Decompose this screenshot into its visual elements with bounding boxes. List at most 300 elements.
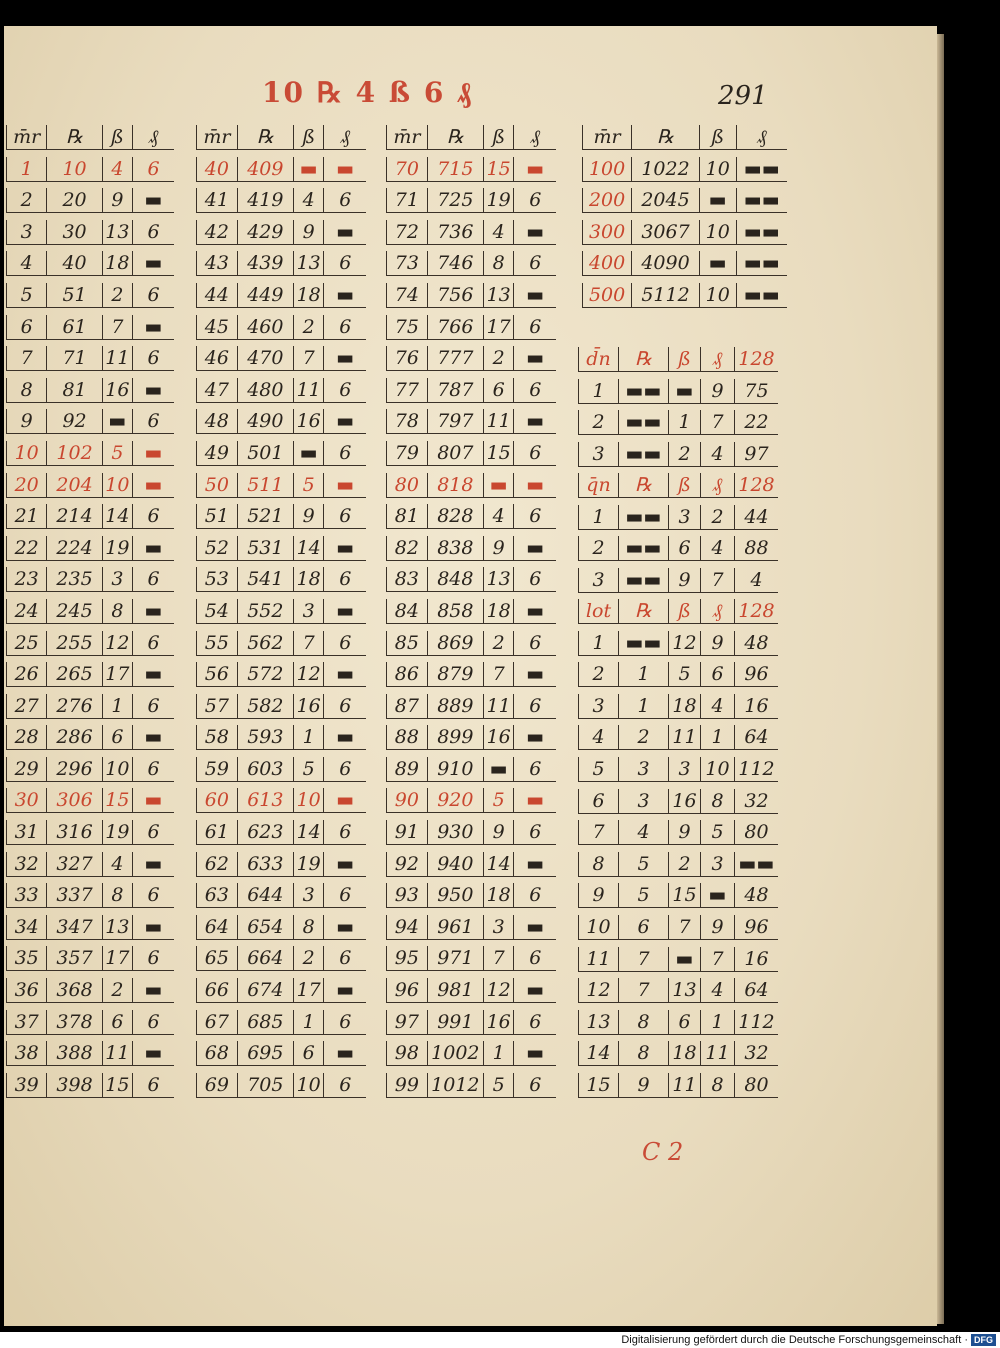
table-cell: 10 bbox=[293, 1073, 324, 1097]
column-header: m̄r bbox=[196, 125, 237, 149]
table-cell: ▬▬ bbox=[736, 157, 787, 181]
table-row bbox=[6, 245, 174, 277]
table-cell: 63 bbox=[196, 883, 237, 907]
book-page bbox=[4, 26, 937, 1326]
table-cell: 16 bbox=[483, 1010, 514, 1034]
table-cell: 55 bbox=[196, 631, 237, 655]
table-cell: 18 bbox=[293, 283, 324, 307]
table-cell: 10 bbox=[700, 757, 734, 781]
table-cell: 1 bbox=[483, 1041, 514, 1065]
table-cell: 6 bbox=[132, 346, 174, 370]
table-cell: 6 bbox=[323, 757, 366, 781]
table-cell: 13 bbox=[668, 978, 700, 1002]
table-cell: 76 bbox=[386, 346, 427, 370]
table-cell: 10 bbox=[6, 441, 46, 465]
table-cell: 6 bbox=[323, 820, 366, 844]
table-cell: 80 bbox=[734, 1073, 778, 1097]
table-cell: 204 bbox=[46, 473, 101, 497]
signature-mark: C 2 bbox=[642, 1138, 684, 1166]
table-cell: 58 bbox=[196, 725, 237, 749]
table-row bbox=[196, 845, 366, 877]
table-cell: 80 bbox=[734, 820, 778, 844]
table-row bbox=[386, 434, 556, 466]
table-row bbox=[6, 656, 174, 688]
table-cell: 623 bbox=[237, 820, 293, 844]
table-cell: ▬ bbox=[668, 379, 700, 403]
table-cell: 1012 bbox=[427, 1073, 483, 1097]
table-cell: 3 bbox=[102, 567, 132, 591]
table-cell: 17 bbox=[102, 946, 132, 970]
table-cell: ▬ bbox=[699, 251, 736, 275]
table-cell: 71 bbox=[46, 346, 101, 370]
table-cell: 64 bbox=[196, 915, 237, 939]
table-cell: 36 bbox=[6, 978, 46, 1002]
table-header-row bbox=[6, 118, 174, 150]
table-cell: 1 bbox=[102, 694, 132, 718]
table-cell: ▬▬ bbox=[618, 442, 668, 466]
table-cell: 50 bbox=[196, 473, 237, 497]
table-cell: ▬ bbox=[132, 978, 174, 1002]
table-cell: 6 bbox=[513, 441, 556, 465]
table-cell: ▬ bbox=[132, 725, 174, 749]
table-cell: ▬ bbox=[513, 788, 556, 812]
table-cell: 11 bbox=[483, 694, 514, 718]
table-cell: 5 bbox=[293, 473, 324, 497]
table-cell: 13 bbox=[483, 567, 514, 591]
table-cell: 6 bbox=[483, 378, 514, 402]
table-cell: 112 bbox=[734, 757, 778, 781]
table-cell: 200 bbox=[582, 188, 631, 212]
table-cell: 40 bbox=[196, 157, 237, 181]
table-cell: 480 bbox=[237, 378, 293, 402]
table-row bbox=[386, 529, 556, 561]
table-row bbox=[386, 466, 556, 498]
table-cell: 44 bbox=[734, 505, 778, 529]
table-cell: 11 bbox=[668, 1073, 700, 1097]
table-cell: ▬ bbox=[132, 662, 174, 686]
table-row bbox=[386, 276, 556, 308]
table-row bbox=[196, 150, 366, 182]
table-cell: 1 bbox=[700, 725, 734, 749]
table-cell: 102 bbox=[46, 441, 101, 465]
table-cell: 6 bbox=[323, 378, 366, 402]
table-cell: 930 bbox=[427, 820, 483, 844]
table-cell: 255 bbox=[46, 631, 101, 655]
table-cell: 603 bbox=[237, 757, 293, 781]
table-cell: 10 bbox=[699, 220, 736, 244]
table-cell: 19 bbox=[483, 188, 514, 212]
table-row bbox=[386, 782, 556, 814]
table-cell: ▬▬ bbox=[734, 852, 778, 876]
table-row bbox=[578, 814, 778, 846]
table-cell: 7 bbox=[700, 947, 734, 971]
table-row bbox=[6, 276, 174, 308]
table-cell: ▬ bbox=[513, 915, 556, 939]
table-row bbox=[196, 719, 366, 751]
table-cell: 920 bbox=[427, 788, 483, 812]
column-header: ℞ bbox=[618, 473, 668, 497]
table-cell: ▬ bbox=[513, 1041, 556, 1065]
table-cell: 6 bbox=[132, 504, 174, 528]
table-cell: 2 bbox=[578, 662, 618, 686]
table-cell: 1 bbox=[578, 505, 618, 529]
table-cell: ▬▬ bbox=[618, 410, 668, 434]
table-row bbox=[386, 592, 556, 624]
table-cell: 17 bbox=[102, 662, 132, 686]
table-cell: 6 bbox=[102, 1010, 132, 1034]
table-cell: 910 bbox=[427, 757, 483, 781]
table-cell: 10 bbox=[293, 788, 324, 812]
table-cell: 48 bbox=[196, 409, 237, 433]
column-header: ℞ bbox=[618, 347, 668, 371]
table-cell: 685 bbox=[237, 1010, 293, 1034]
table-row bbox=[6, 592, 174, 624]
table-cell: 51 bbox=[196, 504, 237, 528]
table-cell: ▬ bbox=[132, 536, 174, 560]
table-cell: 71 bbox=[386, 188, 427, 212]
table-cell: ▬ bbox=[513, 662, 556, 686]
column-header: ß bbox=[668, 347, 700, 371]
table-cell: 2 bbox=[102, 283, 132, 307]
table-row bbox=[386, 1003, 556, 1035]
table-row bbox=[6, 845, 174, 877]
table-cell: 224 bbox=[46, 536, 101, 560]
table-cell: ▬ bbox=[513, 409, 556, 433]
table-cell: 7 bbox=[293, 631, 324, 655]
table-cell: ▬ bbox=[323, 599, 366, 623]
table-cell: 2 bbox=[293, 946, 324, 970]
column-header: ß bbox=[102, 125, 132, 149]
table-cell: 8 bbox=[700, 1073, 734, 1097]
table-cell: 9 bbox=[293, 220, 324, 244]
small-table-dn bbox=[578, 340, 778, 467]
table-cell: 88 bbox=[386, 725, 427, 749]
table-cell: 2 bbox=[578, 536, 618, 560]
table-cell: 6 bbox=[132, 820, 174, 844]
table-cell: 28 bbox=[6, 725, 46, 749]
table-cell: 18 bbox=[293, 567, 324, 591]
table-row bbox=[6, 371, 174, 403]
table-row bbox=[582, 182, 787, 214]
table-cell: 6 bbox=[513, 757, 556, 781]
table-cell: 6 bbox=[513, 883, 556, 907]
table-cell: ▬ bbox=[513, 599, 556, 623]
small-table-header-row bbox=[578, 592, 778, 624]
table-cell: 296 bbox=[46, 757, 101, 781]
table-cell: 869 bbox=[427, 631, 483, 655]
table-cell: 72 bbox=[386, 220, 427, 244]
conversion-table-3 bbox=[386, 118, 556, 1098]
table-cell: 582 bbox=[237, 694, 293, 718]
table-cell: 4 bbox=[483, 220, 514, 244]
table-cell: 12 bbox=[102, 631, 132, 655]
table-row bbox=[578, 719, 778, 751]
column-header: d̄n bbox=[578, 347, 618, 371]
table-cell: 93 bbox=[386, 883, 427, 907]
table-cell: 86 bbox=[386, 662, 427, 686]
table-cell: 4 bbox=[578, 725, 618, 749]
table-cell: 9 bbox=[483, 820, 514, 844]
table-cell: 6 bbox=[132, 1073, 174, 1097]
table-cell: 3 bbox=[578, 694, 618, 718]
table-cell: 6 bbox=[513, 504, 556, 528]
table-cell: ▬ bbox=[668, 947, 700, 971]
table-cell: ▬▬ bbox=[736, 220, 787, 244]
table-cell: 26 bbox=[6, 662, 46, 686]
table-cell: 52 bbox=[196, 536, 237, 560]
table-cell: 439 bbox=[237, 251, 293, 275]
table-cell: ▬ bbox=[513, 157, 556, 181]
table-cell: 6 bbox=[132, 220, 174, 244]
table-cell: 6 bbox=[513, 188, 556, 212]
table-cell: 858 bbox=[427, 599, 483, 623]
table-cell: 9 bbox=[700, 915, 734, 939]
table-cell: 15 bbox=[578, 1073, 618, 1097]
table-cell: 11 bbox=[293, 378, 324, 402]
column-header: ℞ bbox=[427, 125, 483, 149]
table-cell: 8 bbox=[483, 251, 514, 275]
table-cell: 6 bbox=[132, 631, 174, 655]
table-cell: 25 bbox=[6, 631, 46, 655]
table-cell: 2 bbox=[668, 442, 700, 466]
column-header: ß bbox=[699, 125, 736, 149]
table-cell: 6 bbox=[323, 504, 366, 528]
column-header: ℞ bbox=[46, 125, 101, 149]
table-cell: 3 bbox=[618, 789, 668, 813]
table-cell: 82 bbox=[386, 536, 427, 560]
table-cell: 12 bbox=[578, 978, 618, 1002]
table-cell: 7 bbox=[293, 346, 324, 370]
page-number: 291 bbox=[718, 81, 768, 111]
table-cell: 32 bbox=[734, 1041, 778, 1065]
table-cell: 429 bbox=[237, 220, 293, 244]
table-cell: 419 bbox=[237, 188, 293, 212]
table-cell: 6 bbox=[513, 315, 556, 339]
table-cell: 89 bbox=[386, 757, 427, 781]
table-cell: 34 bbox=[6, 915, 46, 939]
table-cell: ▬ bbox=[700, 883, 734, 907]
table-cell: ▬ bbox=[513, 283, 556, 307]
table-row bbox=[578, 1035, 778, 1067]
table-cell: 5 bbox=[668, 662, 700, 686]
table-cell: 6 bbox=[323, 1073, 366, 1097]
table-cell: 41 bbox=[196, 188, 237, 212]
table-cell: 1 bbox=[618, 694, 668, 718]
table-cell: 17 bbox=[293, 978, 324, 1002]
table-row bbox=[6, 687, 174, 719]
table-cell: 94 bbox=[386, 915, 427, 939]
table-row bbox=[6, 782, 174, 814]
table-cell: 6 bbox=[293, 1041, 324, 1065]
table-cell: 2 bbox=[618, 725, 668, 749]
table-row bbox=[578, 1066, 778, 1098]
table-cell: 818 bbox=[427, 473, 483, 497]
table-cell: 61 bbox=[46, 315, 101, 339]
table-cell: 6 bbox=[513, 567, 556, 591]
table-cell: 96 bbox=[386, 978, 427, 1002]
table-cell: 7 bbox=[483, 662, 514, 686]
table-cell: 357 bbox=[46, 946, 101, 970]
table-row bbox=[6, 1003, 174, 1035]
table-row bbox=[578, 372, 778, 404]
table-cell: 17 bbox=[483, 315, 514, 339]
table-cell: ▬ bbox=[323, 788, 366, 812]
table-cell: 12 bbox=[668, 631, 700, 655]
conversion-table-2 bbox=[196, 118, 366, 1098]
table-cell: 746 bbox=[427, 251, 483, 275]
table-cell: 531 bbox=[237, 536, 293, 560]
table-row bbox=[196, 182, 366, 214]
table-cell: 3 bbox=[578, 442, 618, 466]
table-cell: 7 bbox=[700, 568, 734, 592]
column-header: ₰ bbox=[323, 125, 366, 149]
table-cell: 18 bbox=[668, 1041, 700, 1065]
table-cell: 51 bbox=[46, 283, 101, 307]
table-cell: 8 bbox=[293, 915, 324, 939]
table-cell: ▬ bbox=[513, 346, 556, 370]
table-cell: ▬ bbox=[323, 220, 366, 244]
table-cell: 13 bbox=[102, 220, 132, 244]
table-cell: 6 bbox=[132, 567, 174, 591]
table-row bbox=[196, 971, 366, 1003]
table-cell: 98 bbox=[386, 1041, 427, 1065]
column-header: ₰ bbox=[736, 125, 787, 149]
table-cell: 13 bbox=[483, 283, 514, 307]
table-cell: 2 bbox=[668, 852, 700, 876]
table-cell: 1 bbox=[578, 631, 618, 655]
table-cell: 54 bbox=[196, 599, 237, 623]
column-header: ₰ bbox=[132, 125, 174, 149]
table-cell: 13 bbox=[102, 915, 132, 939]
table-cell: ▬ bbox=[293, 157, 324, 181]
table-cell: 9 bbox=[483, 536, 514, 560]
table-cell: 766 bbox=[427, 315, 483, 339]
table-cell: 4 bbox=[618, 820, 668, 844]
table-row bbox=[6, 561, 174, 593]
table-cell: 70 bbox=[386, 157, 427, 181]
table-row bbox=[196, 908, 366, 940]
table-cell: 10 bbox=[699, 157, 736, 181]
table-cell: 56 bbox=[196, 662, 237, 686]
table-cell: 18 bbox=[483, 883, 514, 907]
table-cell: 500 bbox=[582, 283, 631, 307]
table-row bbox=[196, 276, 366, 308]
table-cell: 99 bbox=[386, 1073, 427, 1097]
table-cell: 15 bbox=[668, 883, 700, 907]
table-cell: 490 bbox=[237, 409, 293, 433]
table-cell: 470 bbox=[237, 346, 293, 370]
table-cell: 15 bbox=[102, 788, 132, 812]
table-cell: 5 bbox=[618, 852, 668, 876]
table-cell: 84 bbox=[386, 599, 427, 623]
table-cell: 654 bbox=[237, 915, 293, 939]
table-cell: 572 bbox=[237, 662, 293, 686]
table-cell: 96 bbox=[734, 662, 778, 686]
table-row bbox=[6, 150, 174, 182]
table-cell: 9 bbox=[618, 1073, 668, 1097]
table-cell: 8 bbox=[578, 852, 618, 876]
table-cell: 81 bbox=[46, 378, 101, 402]
table-cell: 736 bbox=[427, 220, 483, 244]
table-cell: 398 bbox=[46, 1073, 101, 1097]
table-cell: 30 bbox=[46, 220, 101, 244]
table-cell: ▬ bbox=[513, 725, 556, 749]
column-header: ℞ bbox=[618, 599, 668, 623]
table-row bbox=[196, 466, 366, 498]
table-cell: 16 bbox=[293, 409, 324, 433]
table-cell: 541 bbox=[237, 567, 293, 591]
footer-text: Digitalisierung gefördert durch die Deutsche Forschungsgemeinschaft · bbox=[621, 1334, 968, 1346]
table-cell: 15 bbox=[483, 441, 514, 465]
table-row bbox=[6, 877, 174, 909]
table-cell: 3 bbox=[618, 757, 668, 781]
table-row bbox=[196, 592, 366, 624]
table-cell: 62 bbox=[196, 852, 237, 876]
table-cell: 46 bbox=[196, 346, 237, 370]
table-cell: 48 bbox=[734, 631, 778, 655]
table-cell: 13 bbox=[293, 251, 324, 275]
table-cell: 347 bbox=[46, 915, 101, 939]
table-cell: 501 bbox=[237, 441, 293, 465]
table-cell: ▬▬ bbox=[736, 283, 787, 307]
table-cell: ▬ bbox=[323, 346, 366, 370]
table-row bbox=[386, 182, 556, 214]
table-cell: 5 bbox=[293, 757, 324, 781]
table-row bbox=[386, 813, 556, 845]
table-cell: 6 bbox=[668, 1010, 700, 1034]
table-cell: 57 bbox=[196, 694, 237, 718]
table-cell: 4 bbox=[102, 852, 132, 876]
table-cell: 6 bbox=[132, 946, 174, 970]
table-row bbox=[386, 150, 556, 182]
table-cell: 31 bbox=[6, 820, 46, 844]
table-cell: 756 bbox=[427, 283, 483, 307]
table-cell: 4 bbox=[700, 536, 734, 560]
table-cell: 6 bbox=[6, 315, 46, 339]
table-row bbox=[196, 877, 366, 909]
table-cell: 3 bbox=[483, 915, 514, 939]
table-cell: ▬ bbox=[132, 1041, 174, 1065]
table-cell: 705 bbox=[237, 1073, 293, 1097]
table-cell: 3 bbox=[293, 883, 324, 907]
table-cell: 4 bbox=[293, 188, 324, 212]
table-row bbox=[386, 308, 556, 340]
table-cell: 44 bbox=[196, 283, 237, 307]
table-cell: 22 bbox=[6, 536, 46, 560]
table-cell: 276 bbox=[46, 694, 101, 718]
table-cell: 828 bbox=[427, 504, 483, 528]
table-cell: 21 bbox=[6, 504, 46, 528]
table-cell: 633 bbox=[237, 852, 293, 876]
table-cell: 112 bbox=[734, 1010, 778, 1034]
table-cell: 4 bbox=[700, 442, 734, 466]
table-cell: 613 bbox=[237, 788, 293, 812]
table-row bbox=[6, 908, 174, 940]
table-row bbox=[6, 213, 174, 245]
table-cell: 78 bbox=[386, 409, 427, 433]
table-row bbox=[578, 908, 778, 940]
table-cell: 644 bbox=[237, 883, 293, 907]
table-row bbox=[196, 782, 366, 814]
table-cell: ▬ bbox=[132, 188, 174, 212]
table-row bbox=[386, 498, 556, 530]
table-cell: 60 bbox=[196, 788, 237, 812]
table-cell: ▬ bbox=[483, 757, 514, 781]
table-row bbox=[386, 908, 556, 940]
table-cell: ▬ bbox=[323, 978, 366, 1002]
table-cell: 6 bbox=[513, 378, 556, 402]
table-cell: 14 bbox=[102, 504, 132, 528]
